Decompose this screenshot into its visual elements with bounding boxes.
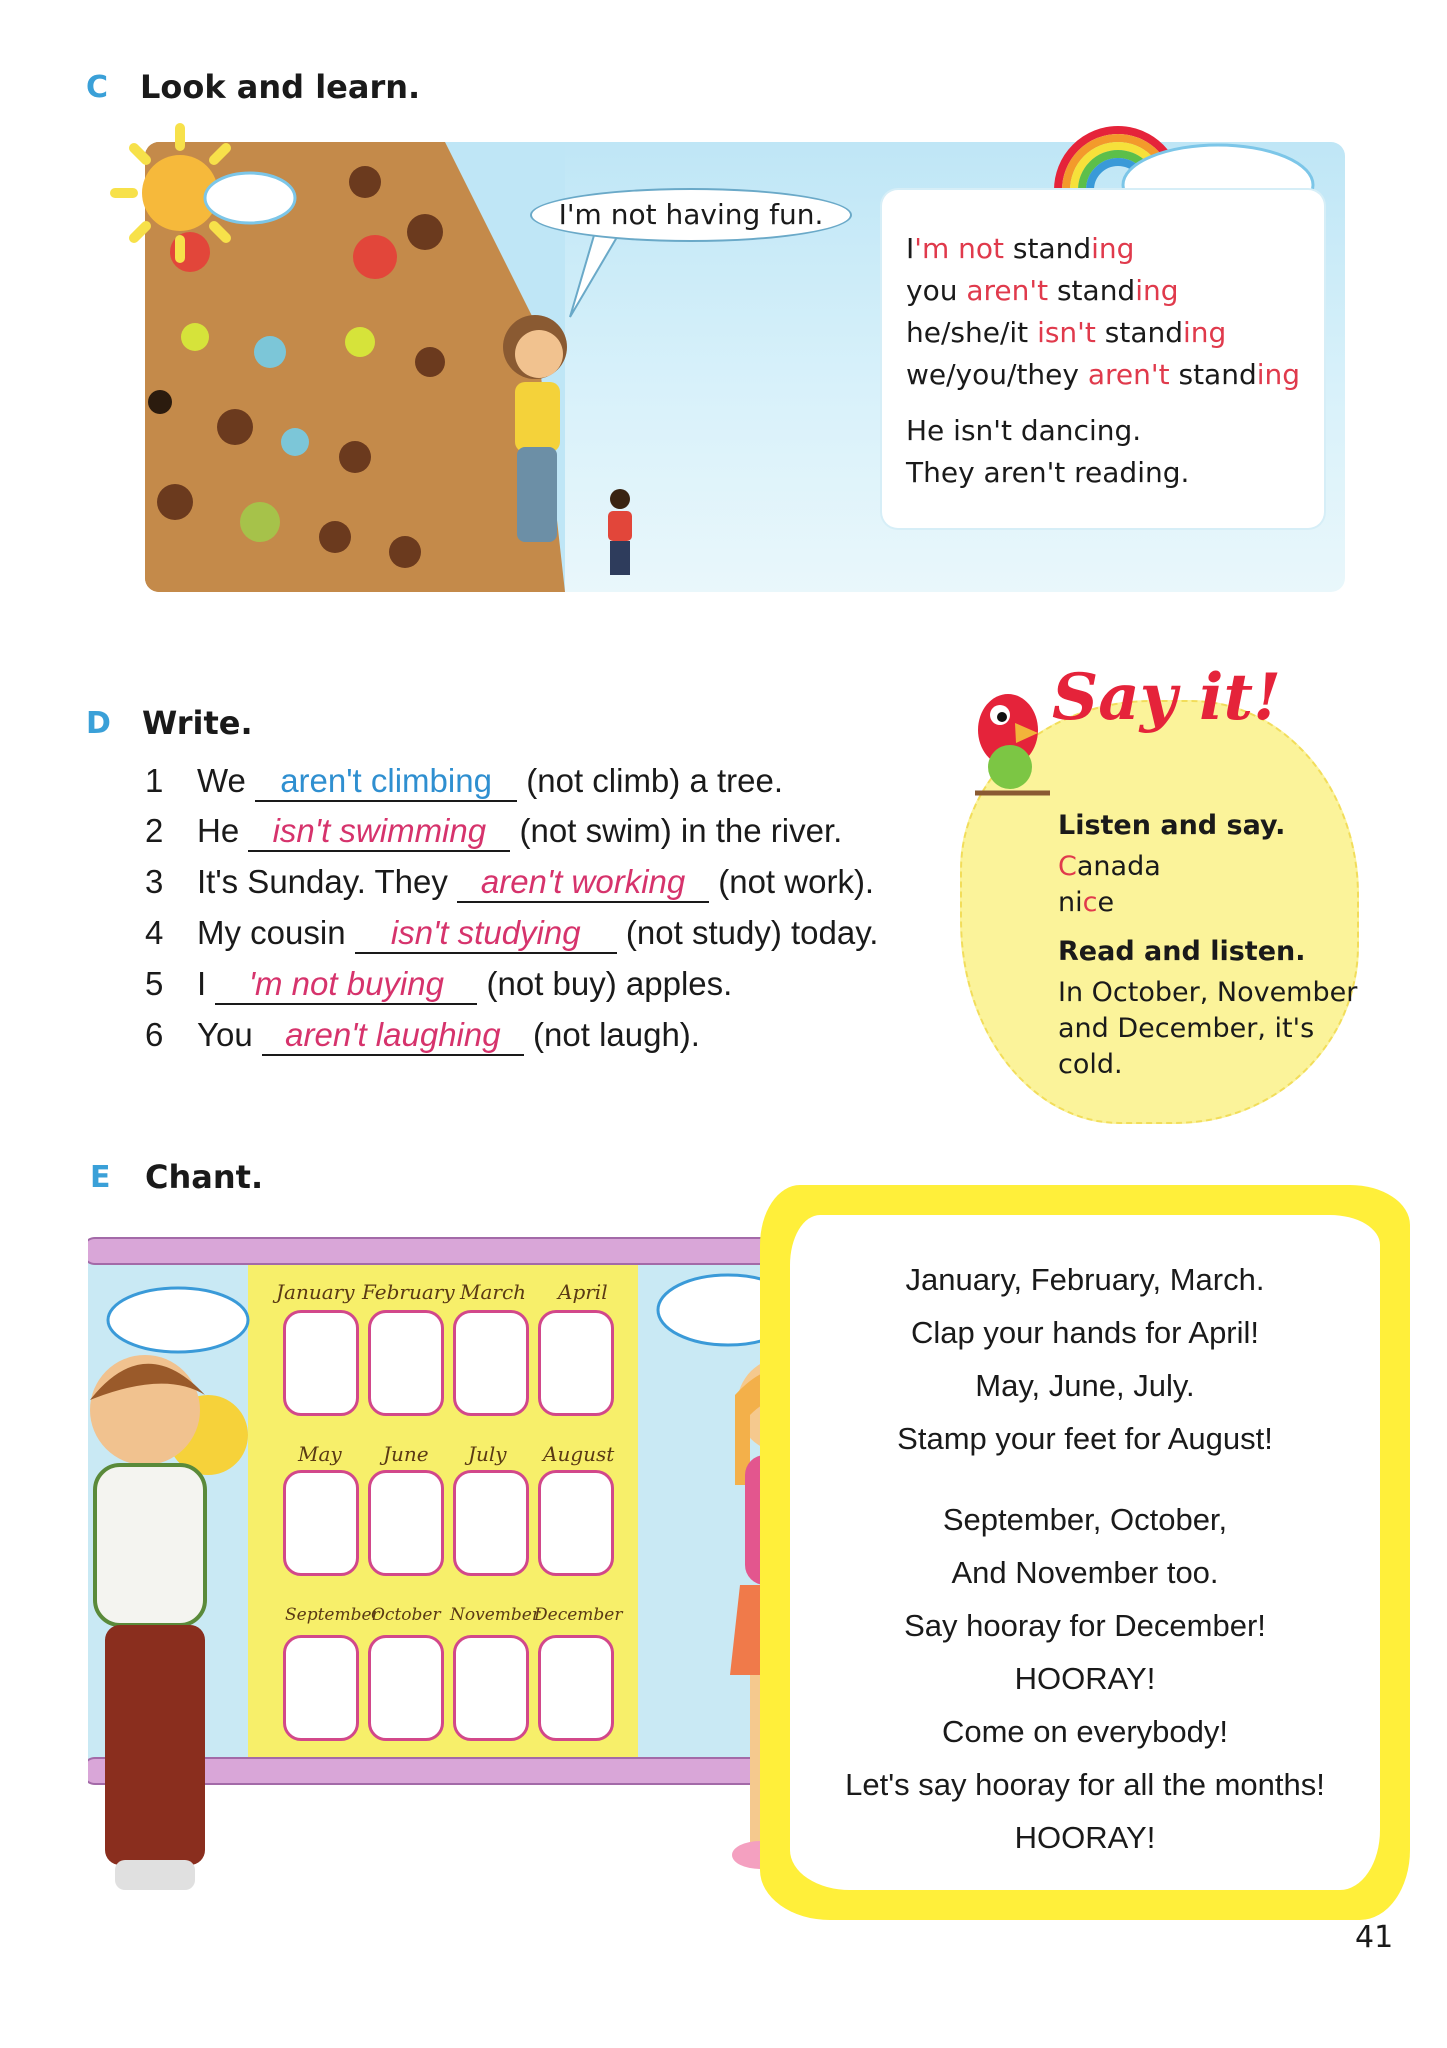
chant-line-6: And November too. (951, 1555, 1219, 1590)
parrot-icon (960, 675, 1055, 805)
answer-blank-4: isn't studying (355, 914, 617, 954)
answer-blank-5: 'm not buying (215, 965, 477, 1005)
month-box (368, 1470, 444, 1576)
section-e-letter: E (90, 1160, 111, 1195)
month-label-february: February (362, 1280, 455, 1304)
month-label-december: December (534, 1605, 623, 1625)
grammar-line-1: I'm not standing (906, 232, 1135, 265)
chant-line-3: May, June, July. (975, 1368, 1195, 1403)
grammar-line-4: we/you/they aren't standing (906, 358, 1301, 391)
month-box (283, 1310, 359, 1416)
month-label-may: May (298, 1442, 342, 1466)
month-box (538, 1310, 614, 1416)
grammar-line-2: you aren't standing (906, 274, 1179, 307)
month-box (453, 1310, 529, 1416)
read-line-1: In October, November (1058, 977, 1358, 1008)
exercise-item-2: 2 He isn't swimming (not swim) in the river. (145, 812, 842, 852)
month-box (538, 1470, 614, 1576)
section-e-title: Chant. (145, 1158, 264, 1196)
read-line-2: and December, it's (1058, 1013, 1315, 1044)
grammar-line-3: he/she/it isn't standing (906, 316, 1227, 349)
page-number: 41 (1355, 1920, 1394, 1955)
exercise-item-4: 4 My cousin isn't studying (not study) today. (145, 914, 878, 954)
chant-line-10: Let's say hooray for all the months! (845, 1767, 1325, 1802)
month-label-july: July (468, 1442, 507, 1466)
example-line-2: They aren't reading. (906, 456, 1190, 489)
exercise-item-6: 6 You aren't laughing (not laugh). (145, 1016, 700, 1056)
month-label-august: August (543, 1442, 615, 1466)
chant-line-1: January, February, March. (905, 1262, 1265, 1297)
answer-blank-2: isn't swimming (248, 812, 510, 852)
word-canada: Canada (1058, 851, 1161, 882)
month-box (453, 1635, 529, 1741)
month-box (538, 1635, 614, 1741)
boy-clapping-image (45, 1340, 275, 1900)
chant-line-4: Stamp your feet for August! (897, 1421, 1273, 1456)
chant-line-8: HOORAY! (1014, 1661, 1156, 1696)
month-label-january: January (276, 1280, 355, 1304)
read-and-listen-heading: Read and listen. (1058, 936, 1306, 967)
month-label-march: March (460, 1280, 527, 1304)
chant-line-7: Say hooray for December! (904, 1608, 1266, 1643)
exercise-item-3: 3 It's Sunday. They aren't working (not work). (145, 863, 874, 903)
sun-image (100, 118, 300, 268)
month-label-october: October (371, 1605, 441, 1625)
month-box (283, 1470, 359, 1576)
speech-bubble: I'm not having fun. (530, 188, 852, 242)
example-line-1: He isn't dancing. (906, 414, 1142, 447)
chant-line-11: HOORAY! (1014, 1820, 1156, 1855)
boy-figure-image (600, 487, 640, 577)
month-label-november: November (450, 1605, 540, 1625)
month-box (453, 1470, 529, 1576)
exercise-item-5: 5 I 'm not buying (not buy) apples. (145, 965, 732, 1005)
grammar-box (882, 190, 1324, 528)
read-line-3: cold. (1058, 1049, 1123, 1080)
girl-climber-image (475, 302, 595, 552)
chant-line-2: Clap your hands for April! (910, 1315, 1260, 1350)
month-box (368, 1310, 444, 1416)
say-it-title: Say it! (1052, 660, 1282, 735)
section-c-title: Look and learn. (140, 68, 421, 106)
month-box (368, 1635, 444, 1741)
chant-line-9: Come on everybody! (941, 1714, 1229, 1749)
answer-blank-3: aren't working (457, 863, 709, 903)
answer-blank-1: aren't climbing (255, 762, 517, 802)
answer-blank-6: aren't laughing (262, 1016, 524, 1056)
month-box (283, 1635, 359, 1741)
section-d-title: Write. (142, 704, 253, 742)
word-nice: nice (1058, 887, 1115, 918)
listen-and-say-heading: Listen and say. (1058, 810, 1286, 841)
section-c-letter: C (86, 70, 109, 105)
chant-line-5: September, October, (942, 1502, 1228, 1537)
speech-bubble-tail (560, 232, 640, 322)
month-label-september: September (285, 1605, 380, 1625)
exercise-item-1: 1 We aren't climbing (not climb) a tree. (145, 762, 783, 802)
month-label-june: June (383, 1442, 429, 1466)
month-label-april: April (558, 1280, 608, 1304)
section-d-letter: D (86, 706, 111, 741)
